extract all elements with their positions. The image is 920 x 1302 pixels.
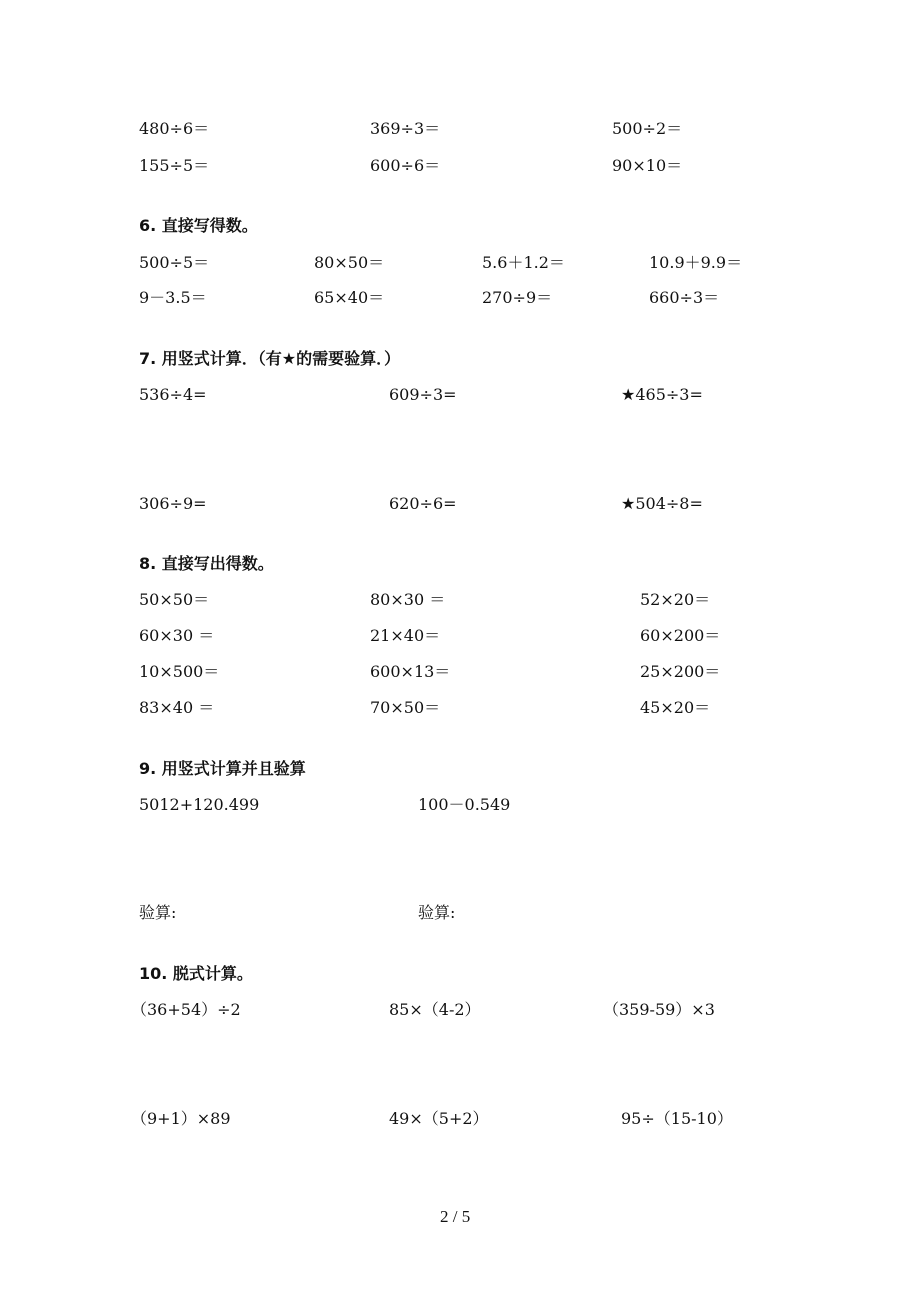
top-problem: 155÷5＝	[139, 156, 210, 175]
q9-check-label: 验算:	[139, 903, 177, 922]
q10-problem: （9+1）×89	[131, 1109, 231, 1128]
top-problem: 369÷3＝	[370, 119, 441, 138]
q6-problem: 270÷9＝	[482, 288, 553, 307]
q7-problem: 620÷6=	[389, 494, 457, 513]
q8-problem: 80×30 ＝	[370, 590, 446, 609]
q7-problem-starred: ★504÷8=	[621, 494, 703, 513]
top-problem: 480÷6＝	[139, 119, 210, 138]
q8-problem: 52×20＝	[640, 590, 711, 609]
q6-title: 6. 直接写得数。	[139, 216, 258, 235]
q6-problem: 80×50＝	[314, 253, 385, 272]
q8-problem: 60×30 ＝	[139, 626, 215, 645]
q8-problem: 21×40＝	[370, 626, 441, 645]
q8-problem: 83×40 ＝	[139, 698, 215, 717]
q8-problem: 45×20＝	[640, 698, 711, 717]
q8-problem: 10×500＝	[139, 662, 220, 681]
q7-problem: 609÷3=	[389, 385, 457, 404]
q8-title: 8. 直接写出得数。	[139, 554, 274, 573]
q6-problem: 9－3.5＝	[139, 288, 207, 307]
q6-problem: 65×40＝	[314, 288, 385, 307]
q10-problem: 95÷（15-10）	[621, 1109, 733, 1128]
q6-problem: 660÷3＝	[649, 288, 720, 307]
q10-problem: （359-59）×3	[603, 1000, 715, 1019]
q6-problem: 10.9＋9.9＝	[649, 253, 743, 272]
top-problem: 90×10＝	[612, 156, 683, 175]
q8-problem: 25×200＝	[640, 662, 721, 681]
q10-problem: 49×（5+2）	[389, 1109, 489, 1128]
q7-problem-starred: ★465÷3=	[621, 385, 703, 404]
q8-problem: 600×13＝	[370, 662, 451, 681]
q7-problem: 306÷9=	[139, 494, 207, 513]
q9-problem: 5012+120.499	[139, 795, 260, 814]
q10-problem: 85×（4-2）	[389, 1000, 481, 1019]
q6-problem: 5.6＋1.2＝	[482, 253, 565, 272]
q9-title: 9. 用竖式计算并且验算	[139, 759, 306, 778]
q6-problem: 500÷5＝	[139, 253, 210, 272]
q9-check-label: 验算:	[418, 903, 456, 922]
q9-problem: 100－0.549	[418, 795, 511, 814]
q8-problem: 60×200＝	[640, 626, 721, 645]
page-number: 2 / 5	[440, 1207, 471, 1226]
q10-title: 10. 脱式计算。	[139, 964, 253, 983]
top-problem: 600÷6＝	[370, 156, 441, 175]
q8-problem: 70×50＝	[370, 698, 441, 717]
q7-problem: 536÷4=	[139, 385, 207, 404]
q8-problem: 50×50＝	[139, 590, 210, 609]
top-problem: 500÷2＝	[612, 119, 683, 138]
q7-title: 7. 用竖式计算．（有★的需要验算．）	[139, 349, 401, 368]
q10-problem: （36+54）÷2	[131, 1000, 241, 1019]
